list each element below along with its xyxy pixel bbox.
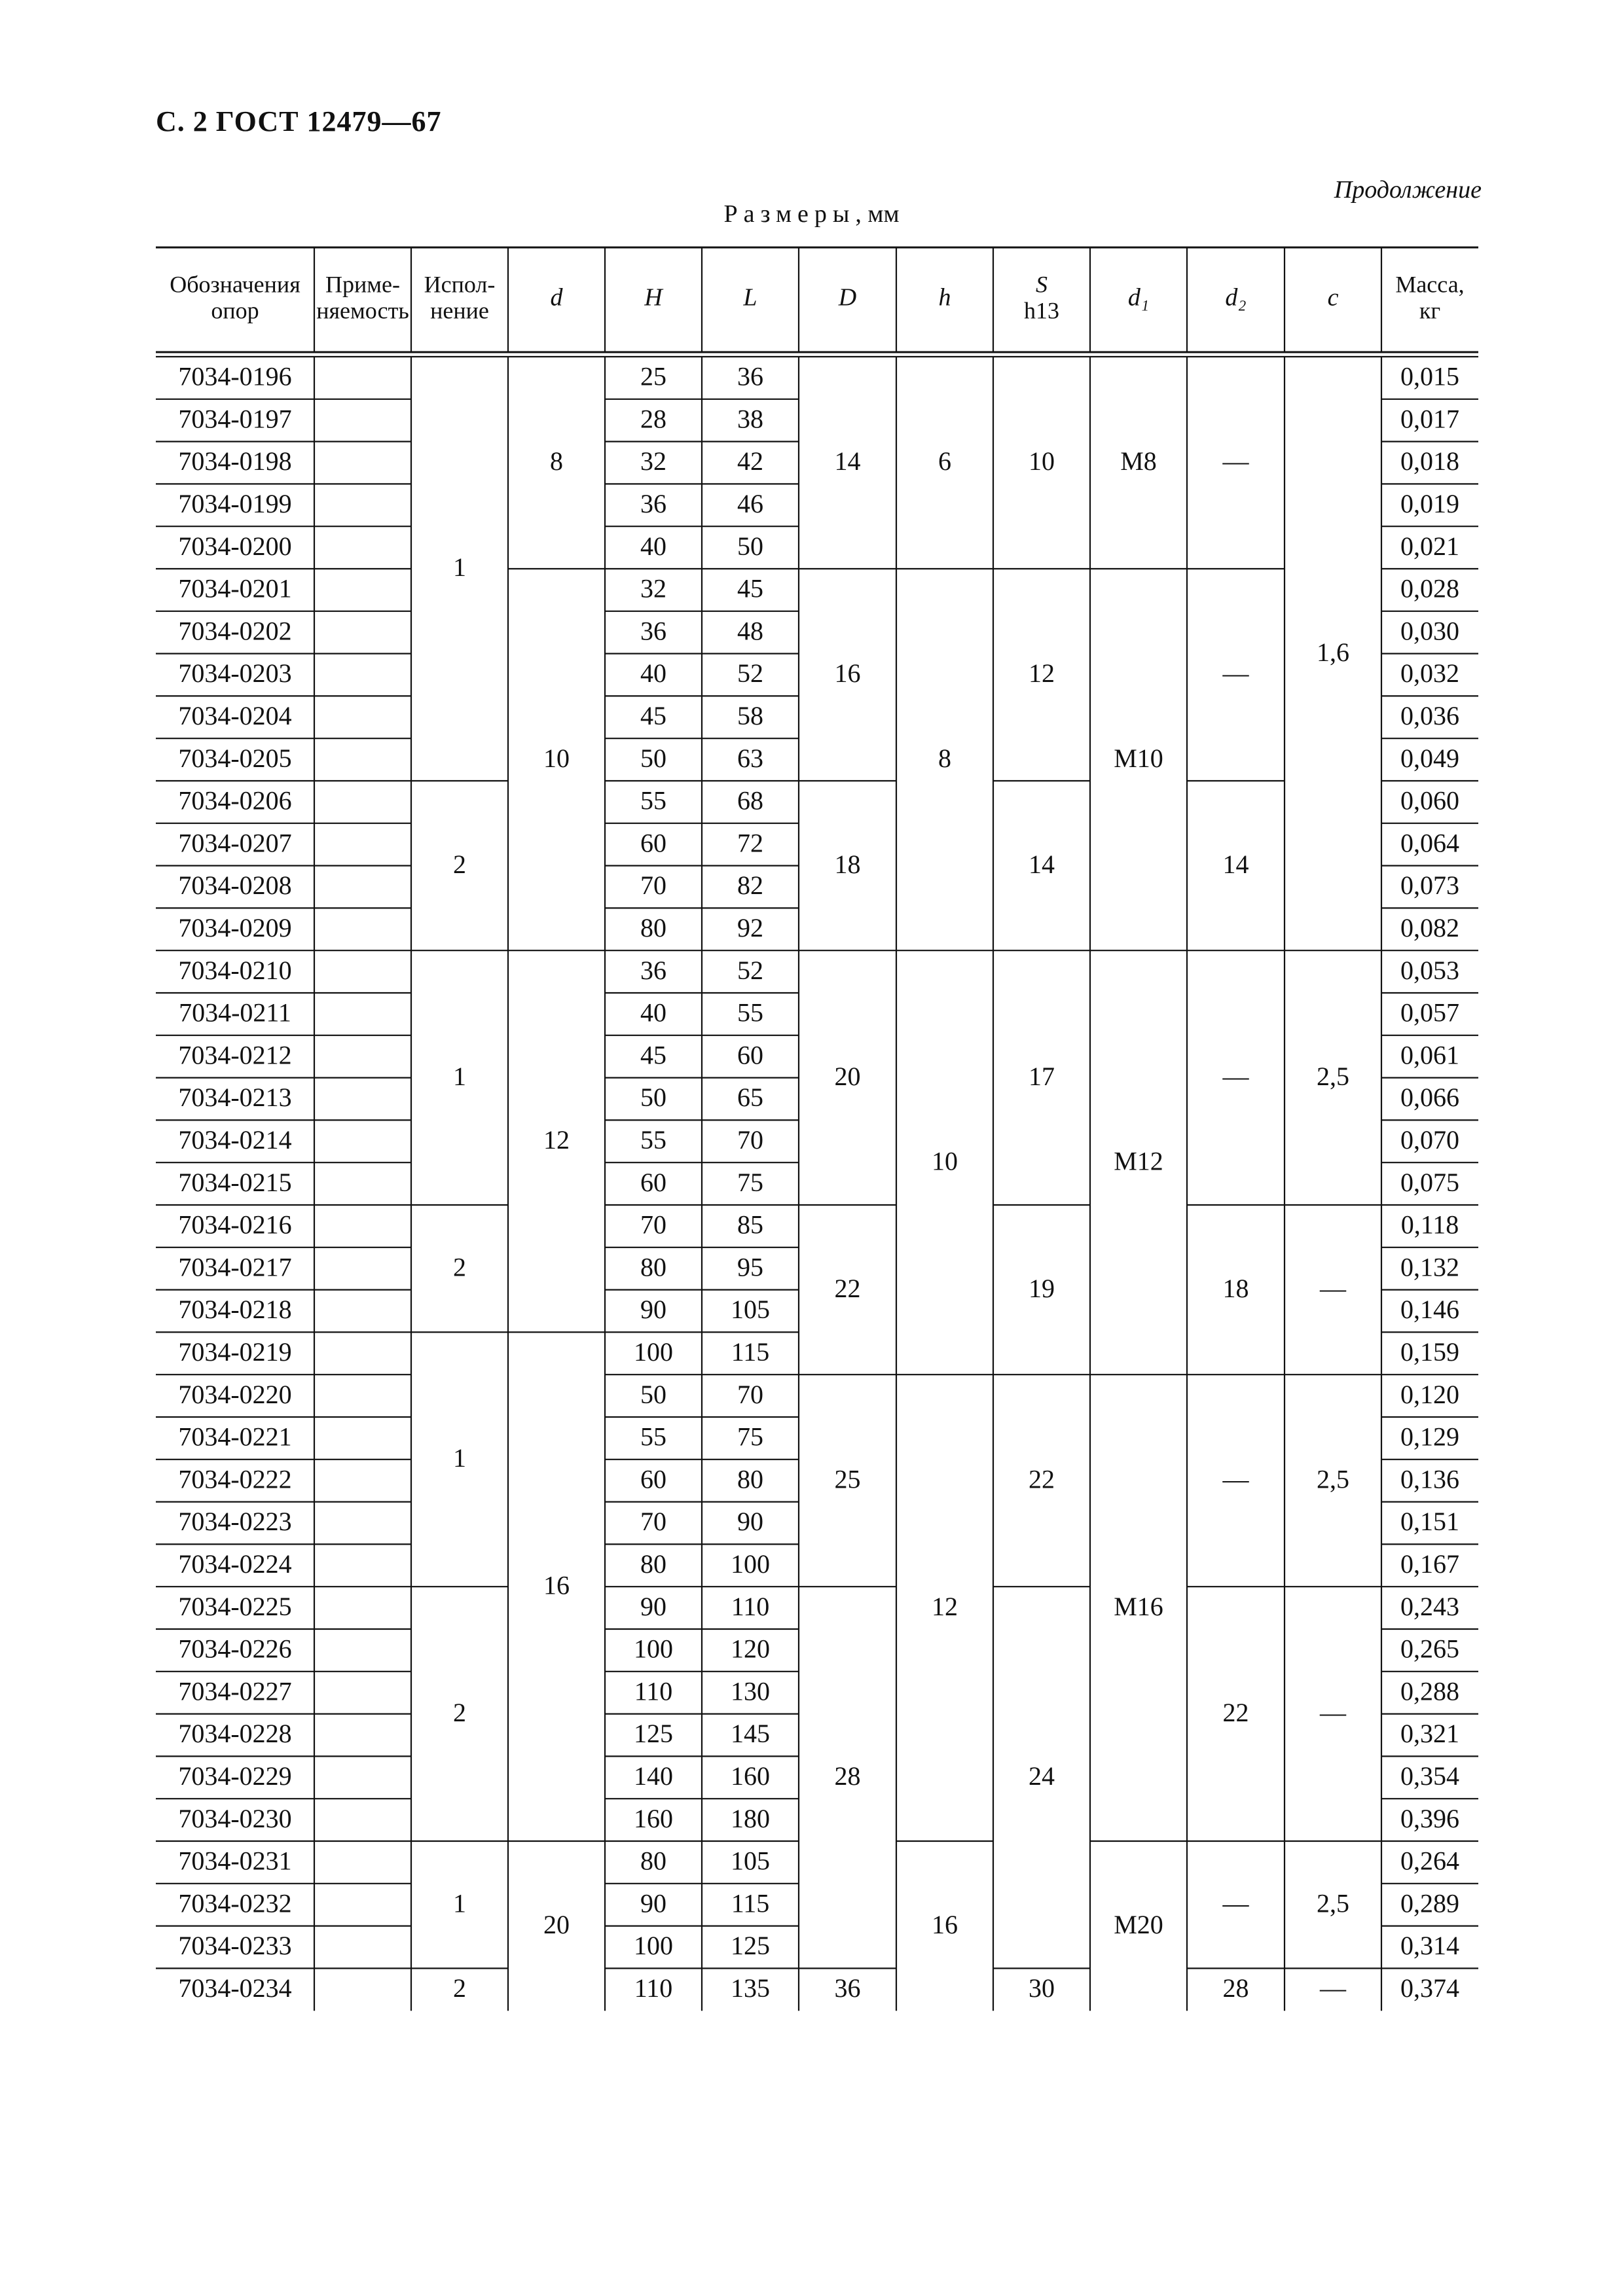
L-cell: 63 [737, 743, 763, 773]
mass-cell: 0,396 [1400, 1803, 1459, 1833]
H-cell: 28 [640, 404, 666, 434]
header-mass-line2: кг [1419, 297, 1441, 324]
header-mass-line1: Масса, [1395, 271, 1465, 298]
L-cell: 85 [737, 1210, 763, 1240]
H-cell: 80 [640, 1549, 666, 1579]
mass-cell: 0,082 [1400, 912, 1459, 942]
mass-cell: 0,015 [1400, 361, 1459, 391]
S-merged-cell: 22 [1029, 1464, 1055, 1494]
header-version-line2: нение [430, 297, 489, 324]
S-merged-cell: 12 [1029, 658, 1055, 689]
designation-cell: 7034-0211 [179, 997, 291, 1028]
L-cell: 125 [731, 1931, 770, 1961]
H-cell: 140 [634, 1761, 673, 1791]
header-D: D [838, 283, 857, 312]
L-cell: 180 [731, 1803, 770, 1833]
designation-cell: 7034-0217 [178, 1252, 292, 1282]
designation-cell: 7034-0232 [178, 1888, 292, 1918]
designation-cell: 7034-0216 [178, 1210, 292, 1240]
L-cell: 130 [731, 1676, 770, 1706]
H-cell: 40 [640, 997, 666, 1028]
mass-cell: 0,028 [1400, 573, 1459, 603]
L-cell: 50 [737, 531, 763, 561]
L-cell: 70 [737, 1124, 763, 1155]
designation-cell: 7034-0213 [178, 1083, 292, 1113]
designation-cell: 7034-0223 [178, 1507, 292, 1537]
designation-cell: 7034-0198 [178, 446, 292, 476]
header-L: L [743, 283, 757, 312]
S-merged-cell: 17 [1029, 1061, 1055, 1091]
mass-cell: 0,151 [1400, 1507, 1459, 1537]
header-S-line2: h13 [1024, 297, 1059, 324]
designation-cell: 7034-0207 [178, 828, 292, 858]
H-cell: 45 [640, 1040, 666, 1070]
H-cell: 55 [640, 1124, 666, 1155]
S-merged-cell: 30 [1029, 1973, 1055, 2003]
mass-cell: 0,129 [1400, 1422, 1459, 1452]
designation-cell: 7034-0199 [178, 488, 292, 518]
d2-merged-cell: — [1222, 1888, 1249, 1918]
version-merged-cell: 1 [453, 1061, 466, 1091]
continuation-label: Продолжение [1334, 176, 1482, 204]
designation-cell: 7034-0228 [178, 1719, 292, 1749]
d1-merged-cell: M12 [1114, 1146, 1163, 1176]
designation-cell: 7034-0214 [178, 1124, 292, 1155]
designation-cell: 7034-0206 [178, 785, 292, 816]
L-cell: 80 [737, 1464, 763, 1494]
h-merged-cell: 16 [932, 1909, 958, 1939]
mass-cell: 0,314 [1400, 1931, 1459, 1961]
d1-merged-cell: M16 [1114, 1591, 1163, 1621]
H-cell: 110 [634, 1676, 673, 1706]
designation-cell: 7034-0196 [178, 361, 292, 391]
d2-merged-cell: — [1222, 446, 1249, 476]
d1-merged-cell: M20 [1114, 1909, 1163, 1939]
mass-cell: 0,060 [1400, 785, 1459, 816]
L-cell: 70 [737, 1379, 763, 1409]
H-cell: 55 [640, 785, 666, 816]
D-merged-cell: 22 [834, 1273, 861, 1303]
d2-merged-cell: 14 [1222, 849, 1249, 879]
L-cell: 48 [737, 616, 763, 646]
d2-merged-cell: 18 [1222, 1273, 1249, 1303]
D-merged-cell: 28 [834, 1761, 861, 1791]
mass-cell: 0,136 [1400, 1464, 1459, 1494]
designation-cell: 7034-0225 [178, 1591, 292, 1621]
H-cell: 40 [640, 531, 666, 561]
H-cell: 90 [640, 1888, 666, 1918]
mass-cell: 0,288 [1400, 1676, 1459, 1706]
version-merged-cell: 2 [453, 1697, 466, 1727]
L-cell: 82 [737, 870, 763, 901]
designation-cell: 7034-0219 [178, 1336, 292, 1367]
mass-cell: 0,036 [1400, 700, 1459, 730]
designation-cell: 7034-0218 [178, 1295, 292, 1325]
L-cell: 65 [737, 1083, 763, 1113]
L-cell: 95 [737, 1252, 763, 1282]
H-cell: 70 [640, 1210, 666, 1240]
D-merged-cell: 36 [834, 1973, 861, 2003]
c-merged-cell: — [1320, 1973, 1346, 2003]
H-cell: 25 [640, 361, 666, 391]
D-merged-cell: 18 [834, 849, 861, 879]
mass-cell: 0,053 [1400, 955, 1459, 985]
h-merged-cell: 10 [932, 1146, 958, 1176]
d-merged-cell: 16 [543, 1570, 570, 1600]
S-merged-cell: 10 [1029, 446, 1055, 476]
S-merged-cell: 24 [1029, 1761, 1055, 1791]
H-cell: 110 [634, 1973, 673, 2003]
L-cell: 75 [737, 1167, 763, 1197]
d2-merged-cell: 28 [1222, 1973, 1249, 2003]
L-cell: 100 [731, 1549, 770, 1579]
header-c: c [1327, 283, 1339, 312]
header-applicability-line2: няемость [316, 297, 409, 324]
table-caption: Размеры, мм [723, 200, 900, 228]
H-cell: 36 [640, 616, 666, 646]
L-cell: 60 [737, 1040, 763, 1070]
H-cell: 32 [640, 446, 666, 476]
mass-cell: 0,030 [1400, 616, 1459, 646]
header-d1: d₁ [1127, 283, 1150, 312]
S-merged-cell: 14 [1029, 849, 1055, 879]
mass-cell: 0,374 [1400, 1973, 1459, 2003]
L-cell: 145 [731, 1719, 770, 1749]
L-cell: 52 [737, 658, 763, 689]
d-merged-cell: 8 [550, 446, 563, 476]
d2-merged-cell: 22 [1222, 1697, 1249, 1727]
H-cell: 40 [640, 658, 666, 689]
mass-cell: 0,289 [1400, 1888, 1459, 1918]
version-merged-cell: 1 [453, 552, 466, 583]
mass-cell: 0,073 [1400, 870, 1459, 901]
designation-cell: 7034-0221 [178, 1422, 292, 1452]
H-cell: 90 [640, 1295, 666, 1325]
H-cell: 70 [640, 1507, 666, 1537]
page-header: С. 2 ГОСТ 12479—67 [156, 105, 442, 137]
h-merged-cell: 12 [932, 1591, 958, 1621]
mass-cell: 0,159 [1400, 1336, 1459, 1367]
c-merged-cell: — [1320, 1697, 1346, 1727]
D-merged-cell: 16 [834, 658, 861, 689]
mass-cell: 0,049 [1400, 743, 1459, 773]
designation-cell: 7034-0231 [178, 1846, 292, 1876]
mass-cell: 0,264 [1400, 1846, 1459, 1876]
d-merged-cell: 20 [543, 1909, 570, 1939]
L-cell: 115 [731, 1336, 770, 1367]
designation-cell: 7034-0215 [178, 1167, 292, 1197]
mass-cell: 0,354 [1400, 1761, 1459, 1791]
d1-merged-cell: M8 [1120, 446, 1157, 476]
mass-cell: 0,132 [1400, 1252, 1459, 1282]
H-cell: 50 [640, 1083, 666, 1113]
designation-cell: 7034-0204 [178, 700, 292, 730]
c-merged-cell: 2,5 [1317, 1061, 1349, 1091]
c-merged-cell: 2,5 [1317, 1888, 1349, 1918]
mass-cell: 0,018 [1400, 446, 1459, 476]
mass-cell: 0,265 [1400, 1634, 1459, 1664]
mass-cell: 0,021 [1400, 531, 1459, 561]
mass-cell: 0,019 [1400, 488, 1459, 518]
L-cell: 38 [737, 404, 763, 434]
H-cell: 60 [640, 1464, 666, 1494]
mass-cell: 0,146 [1400, 1295, 1459, 1325]
designation-cell: 7034-0208 [178, 870, 292, 901]
d2-merged-cell: — [1222, 658, 1249, 689]
mass-cell: 0,243 [1400, 1591, 1459, 1621]
H-cell: 60 [640, 828, 666, 858]
L-cell: 68 [737, 785, 763, 816]
header-designation-line2: опор [211, 297, 259, 324]
h-merged-cell: 6 [938, 446, 951, 476]
L-cell: 46 [737, 488, 763, 518]
L-cell: 90 [737, 1507, 763, 1537]
header-H: H [644, 283, 663, 312]
L-cell: 105 [731, 1846, 770, 1876]
d1-merged-cell: M10 [1114, 743, 1163, 773]
H-cell: 50 [640, 743, 666, 773]
H-cell: 70 [640, 870, 666, 901]
d-merged-cell: 10 [543, 743, 570, 773]
L-cell: 36 [737, 361, 763, 391]
L-cell: 160 [731, 1761, 770, 1791]
designation-cell: 7034-0230 [178, 1803, 292, 1833]
designation-cell: 7034-0212 [178, 1040, 292, 1070]
H-cell: 80 [640, 1252, 666, 1282]
mass-cell: 0,167 [1400, 1549, 1459, 1579]
designation-cell: 7034-0229 [178, 1761, 292, 1791]
mass-cell: 0,061 [1400, 1040, 1459, 1070]
header-d2: d₂ [1225, 283, 1247, 312]
L-cell: 105 [731, 1295, 770, 1325]
designation-cell: 7034-0203 [178, 658, 292, 689]
mass-cell: 0,032 [1400, 658, 1459, 689]
header-version-line1: Испол- [424, 271, 496, 298]
H-cell: 80 [640, 912, 666, 942]
L-cell: 110 [731, 1591, 770, 1621]
mass-cell: 0,075 [1400, 1167, 1459, 1197]
H-cell: 100 [634, 1336, 673, 1367]
H-cell: 100 [634, 1634, 673, 1664]
mass-cell: 0,120 [1400, 1379, 1459, 1409]
L-cell: 135 [731, 1973, 770, 2003]
L-cell: 72 [737, 828, 763, 858]
H-cell: 60 [640, 1167, 666, 1197]
designation-cell: 7034-0202 [178, 616, 292, 646]
version-merged-cell: 1 [453, 1888, 466, 1918]
H-cell: 36 [640, 488, 666, 518]
version-merged-cell: 1 [453, 1443, 466, 1473]
D-merged-cell: 20 [834, 1061, 861, 1091]
c-merged-cell: 1,6 [1317, 637, 1349, 667]
designation-cell: 7034-0224 [178, 1549, 292, 1579]
version-merged-cell: 2 [453, 1252, 466, 1282]
H-cell: 125 [634, 1719, 673, 1749]
header-d: d [550, 283, 563, 312]
designation-cell: 7034-0222 [178, 1464, 292, 1494]
L-cell: 58 [737, 700, 763, 730]
designation-cell: 7034-0205 [178, 743, 292, 773]
L-cell: 55 [737, 997, 763, 1028]
designation-cell: 7034-0220 [178, 1379, 292, 1409]
D-merged-cell: 14 [834, 446, 861, 476]
H-cell: 36 [640, 955, 666, 985]
header-S-line1: S [1036, 271, 1048, 298]
L-cell: 115 [731, 1888, 770, 1918]
d-merged-cell: 12 [543, 1124, 570, 1155]
mass-cell: 0,321 [1400, 1719, 1459, 1749]
L-cell: 52 [737, 955, 763, 985]
c-merged-cell: 2,5 [1317, 1464, 1349, 1494]
version-merged-cell: 2 [453, 1973, 466, 2003]
D-merged-cell: 25 [834, 1464, 861, 1494]
designation-cell: 7034-0227 [178, 1676, 292, 1706]
L-cell: 42 [737, 446, 763, 476]
designation-cell: 7034-0200 [178, 531, 292, 561]
designation-cell: 7034-0234 [178, 1973, 292, 2003]
mass-cell: 0,017 [1400, 404, 1459, 434]
designation-cell: 7034-0210 [178, 955, 292, 985]
designation-cell: 7034-0201 [178, 573, 292, 603]
h-merged-cell: 8 [938, 743, 951, 773]
designation-cell: 7034-0226 [178, 1634, 292, 1664]
L-cell: 120 [731, 1634, 770, 1664]
H-cell: 50 [640, 1379, 666, 1409]
H-cell: 45 [640, 700, 666, 730]
H-cell: 80 [640, 1846, 666, 1876]
header-h: h [938, 283, 951, 312]
mass-cell: 0,064 [1400, 828, 1459, 858]
mass-cell: 0,118 [1400, 1210, 1459, 1240]
H-cell: 90 [640, 1591, 666, 1621]
H-cell: 55 [640, 1422, 666, 1452]
designation-cell: 7034-0197 [178, 404, 292, 434]
version-merged-cell: 2 [453, 849, 466, 879]
S-merged-cell: 19 [1029, 1273, 1055, 1303]
L-cell: 45 [737, 573, 763, 603]
header-designation-line1: Обозначения [170, 271, 301, 298]
H-cell: 160 [634, 1803, 673, 1833]
d2-merged-cell: — [1222, 1464, 1249, 1494]
H-cell: 32 [640, 573, 666, 603]
mass-cell: 0,057 [1400, 997, 1459, 1028]
header-applicability-line1: Приме- [325, 271, 401, 298]
d2-merged-cell: — [1222, 1061, 1249, 1091]
mass-cell: 0,066 [1400, 1083, 1459, 1113]
designation-cell: 7034-0209 [178, 912, 292, 942]
mass-cell: 0,070 [1400, 1124, 1459, 1155]
designation-cell: 7034-0233 [178, 1931, 292, 1961]
L-cell: 92 [737, 912, 763, 942]
H-cell: 100 [634, 1931, 673, 1961]
c-merged-cell: — [1320, 1273, 1346, 1303]
L-cell: 75 [737, 1422, 763, 1452]
